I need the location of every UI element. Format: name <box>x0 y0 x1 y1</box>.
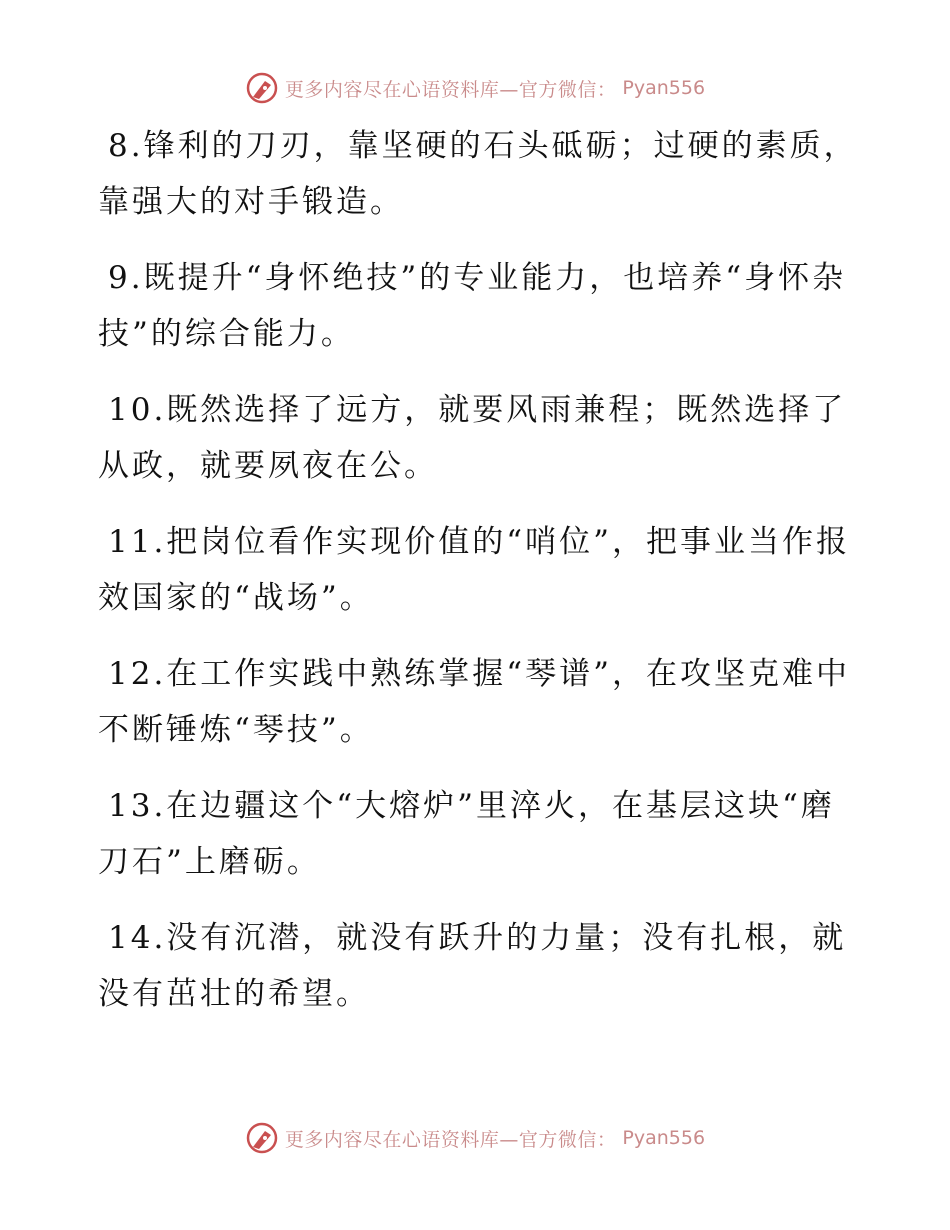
quote-item-8: 8.锋利的刀刃，靠坚硬的石头砥砺；过硬的素质，靠强大的对手锻造。 <box>98 128 858 220</box>
quote-item-12: 12.在工作实践中熟练掌握“琴谱”，在攻坚克难中不断锤炼“琴技”。 <box>98 656 850 748</box>
footer-watermark <box>0 1118 950 1158</box>
watermark-text: 更多内容尽在心语资料库—官方微信： <box>284 1128 617 1151</box>
pen-nib-logo-icon <box>245 1121 279 1155</box>
watermark-text: 更多内容尽在心语资料库—官方微信： <box>284 78 617 101</box>
quote-item-13: 13.在边疆这个“大熔炉”里淬火，在基层这块“磨刀石”上磨砺。 <box>98 788 835 880</box>
quote-item-11: 11.把岗位看作实现价值的“哨位”，把事业当作报效国家的“战场”。 <box>98 524 850 616</box>
quote-item-9: 9.既提升“身怀绝技”的专业能力，也培养“身怀杂技”的综合能力。 <box>98 260 847 352</box>
pen-nib-logo-icon <box>245 71 279 105</box>
quote-item-10: 10.既然选择了远方，就要风雨兼程；既然选择了从政，就要夙夜在公。 <box>98 392 847 484</box>
quote-item-14: 14.没有沉潜，就没有跃升的力量；没有扎根，就没有茁壮的希望。 <box>98 920 847 1012</box>
quote-list <box>98 118 858 1042</box>
watermark-wechat-id: Pyan556 <box>622 1127 706 1149</box>
watermark-wechat-id: Pyan556 <box>622 77 706 99</box>
header-watermark <box>0 68 950 108</box>
